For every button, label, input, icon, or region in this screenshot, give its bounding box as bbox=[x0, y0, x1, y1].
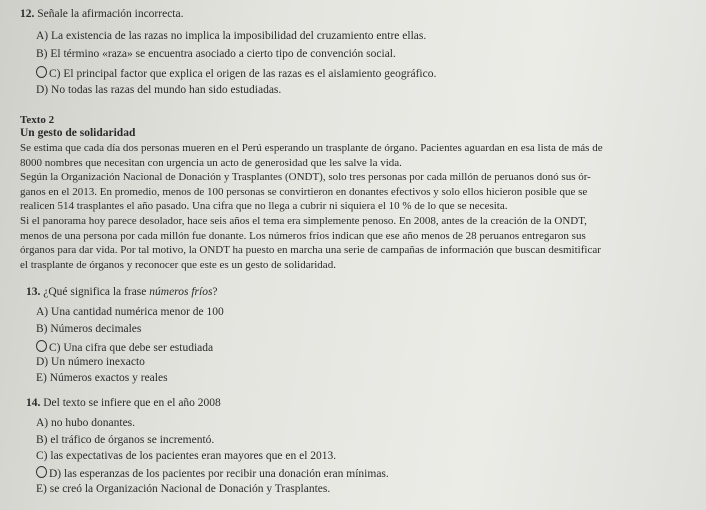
option-text: La existencia de las razas no implica la imposibilidad del cruzamiento entre ellas. bbox=[51, 30, 427, 42]
option-text: Una cantidad numérica menor de 100 bbox=[51, 306, 224, 318]
question-14-header bbox=[26, 397, 221, 410]
question-12-number: 12. bbox=[20, 8, 35, 20]
q12-option-c[interactable] bbox=[36, 66, 436, 81]
paragraph-line: ganos en el 2013. En promedio, menos de 100 personas se convirtieron en donantes efectivos y solo ellos hicieron posible que se bbox=[20, 185, 588, 198]
option-text: El término «raza» se encuentra asociado a cierto tipo de convención social. bbox=[50, 48, 396, 60]
option-letter: E) bbox=[36, 372, 47, 384]
q14-option-a[interactable] bbox=[36, 417, 135, 430]
handwritten-circle-mark-icon bbox=[36, 466, 47, 478]
q13-option-a[interactable] bbox=[36, 306, 224, 319]
handwritten-circle-mark-icon bbox=[36, 340, 47, 352]
option-letter: E) bbox=[36, 483, 47, 495]
paragraph-line: órganos para dar vida. Por tal motivo, la ONDT ha puesto en marcha una serie de campañas de información que buscan desmitificar bbox=[20, 244, 601, 257]
q12-option-a[interactable] bbox=[36, 30, 426, 43]
q13-option-e[interactable] bbox=[36, 372, 168, 385]
option-text: Un número inexacto bbox=[51, 356, 145, 368]
option-text: las expectativas de los pacientes eran mayores que en el 2013. bbox=[50, 450, 337, 462]
option-text: El principal factor que explica el origen de las razas es el aislamiento geográfico. bbox=[63, 68, 437, 80]
text-2-label: Texto 2 bbox=[20, 114, 55, 126]
option-text: No todas las razas del mundo han sido estudiadas. bbox=[51, 84, 282, 96]
option-letter: A) bbox=[36, 30, 49, 42]
handwritten-circle-mark-icon bbox=[36, 66, 47, 78]
q14-option-d[interactable] bbox=[36, 466, 389, 481]
option-text: no hubo donantes. bbox=[51, 417, 136, 429]
question-13-number: 13. bbox=[26, 286, 41, 298]
q12-option-b[interactable] bbox=[36, 48, 396, 61]
q13-option-b[interactable] bbox=[36, 323, 141, 336]
option-letter: C) bbox=[49, 68, 61, 80]
q14-option-e[interactable] bbox=[36, 483, 330, 496]
option-text: el tráfico de órganos se incrementó. bbox=[50, 434, 215, 446]
option-letter: C) bbox=[36, 450, 48, 462]
q13-option-c[interactable] bbox=[36, 340, 213, 355]
option-letter: C) bbox=[49, 342, 61, 354]
question-14-number: 14. bbox=[26, 397, 41, 409]
paragraph-line: Si el panorama hoy parece desolador, hace seis años el tema era simplemente penoso. En 2008, antes de la creación de la ONDT, bbox=[20, 214, 587, 227]
question-14-stem: Del texto se infiere que en el año 2008 bbox=[43, 397, 221, 409]
paragraph-line: menos de una persona por cada millón fue donante. Los números fríos indican que ese año menos de 28 peruanos entregaron sus bbox=[20, 229, 586, 242]
paragraph-line: Se estima que cada día dos personas mueren en el Perú esperando un trasplante de órgano. Pacientes aguardan en esa lista de más de bbox=[20, 142, 603, 154]
option-letter: A) bbox=[36, 306, 49, 318]
option-text: Una cifra que debe ser estudiada bbox=[63, 342, 214, 354]
option-text: se creó la Organización Nacional de Donación y Trasplantes. bbox=[49, 483, 331, 495]
q14-option-c[interactable] bbox=[36, 450, 336, 463]
paragraph-line: Según la Organización Nacional de Donación y Trasplantes (ONDT), solo tres personas por cada millón de peruanos donó sus ór- bbox=[20, 171, 591, 184]
question-13-stem-suffix: ? bbox=[212, 286, 218, 298]
option-letter: D) bbox=[36, 84, 49, 96]
question-13-stem-prefix: ¿Qué significa la frase bbox=[43, 286, 150, 298]
text-2-title: Un gesto de solidaridad bbox=[20, 127, 136, 139]
question-13-header bbox=[26, 286, 218, 299]
paragraph-line: el trasplante de órganos y reconocer que este es un gesto de solidaridad. bbox=[20, 258, 336, 271]
option-letter: B) bbox=[36, 323, 48, 335]
option-letter: D) bbox=[49, 468, 62, 480]
option-text: Números decimales bbox=[50, 323, 142, 335]
option-text: Números exactos y reales bbox=[49, 372, 168, 384]
paragraph-line: 8000 nombres que necesitan con urgencia un acto de generosidad que les salve la vida. bbox=[20, 156, 402, 169]
option-letter: D) bbox=[36, 356, 49, 368]
option-text: las esperanzas de los pacientes por recibir una donación eran mínimas. bbox=[64, 468, 389, 480]
question-12-stem: Señale la afirmación incorrecta. bbox=[37, 8, 184, 20]
q12-option-d[interactable] bbox=[36, 84, 281, 97]
text-2-body bbox=[20, 141, 670, 272]
option-letter: A) bbox=[36, 417, 49, 429]
option-letter: B) bbox=[36, 48, 48, 60]
paragraph-line: realicen 514 trasplantes el año pasado. Una cifra que no llega a cubrir ni siquiera el 10 % de lo que se necesita. bbox=[20, 200, 508, 213]
option-letter: B) bbox=[36, 434, 48, 446]
question-12-header bbox=[20, 8, 183, 21]
question-13-stem-italic: números fríos bbox=[149, 286, 213, 298]
q13-option-d[interactable] bbox=[36, 356, 145, 369]
q14-option-b[interactable] bbox=[36, 434, 214, 447]
